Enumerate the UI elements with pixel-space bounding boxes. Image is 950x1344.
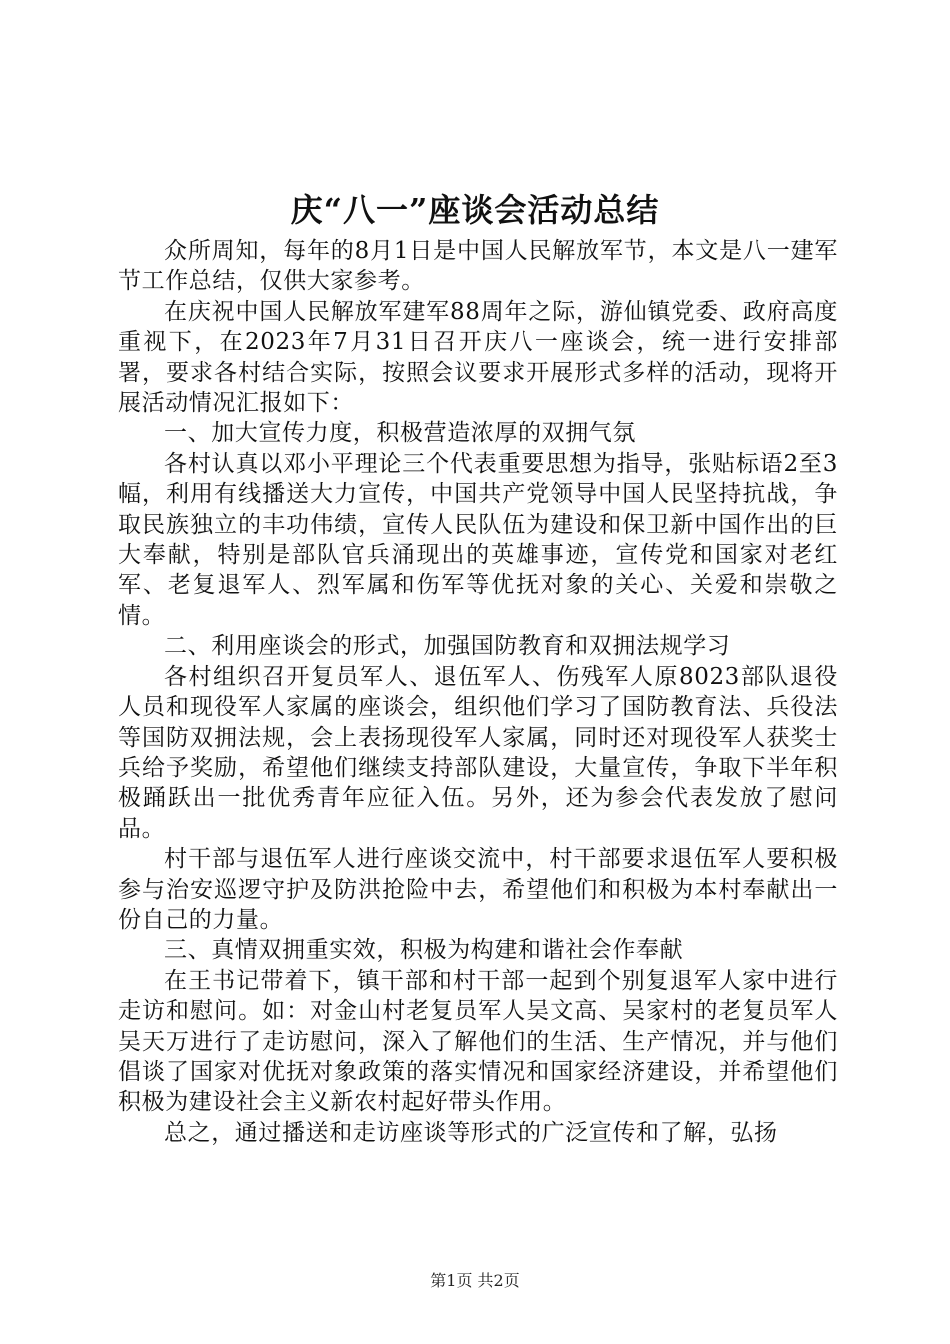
section-heading-3: 三、真情双拥重实效，积极为构建和谐社会作奉献	[164, 937, 684, 964]
page-number-footer: 第1页 共2页	[430, 1271, 520, 1290]
paragraph-section-1: 各村认真以邓小平理论三个代表重要思想为指导，张贴标语2至3幅，利用有线播送大力宣传，中国共产党领导中国人民坚持抗战，争取民族独立的丰功伟绩，宣传人民队伍为建设和保卫新中国作出的巨大奉献，特别是部队官兵涌现出的英雄事迹，宣传党和国家对老红军、老复退军人、烈军属和伤军等优抚对象的关心、关爱和崇敬之情。	[118, 450, 838, 629]
document-body	[118, 236, 838, 1148]
paragraph-section-3: 在王书记带着下，镇干部和村干部一起到个别复退军人家中进行走访和慰问。如：对金山村老复员军人吴文高、吴家村的老复员军人吴天万进行了走访慰问，深入了解他们的生活、生产情况，并与他们倡谈了国家对优抚对象政策的落实情况和国家经济建设，并希望他们积极为建设社会主义新农村起好带头作用。	[118, 967, 838, 1116]
paragraph-conclusion: 总之，通过播送和走访座谈等形式的广泛宣传和了解，弘扬	[164, 1119, 778, 1146]
section-heading-1: 一、加大宣传力度，积极营造浓厚的双拥气氛	[164, 420, 636, 447]
paragraph-overview: 在庆祝中国人民解放军建军88周年之际，游仙镇党委、政府高度重视下，在2023年7月31日召开庆八一座谈会，统一进行安排部署，要求各村结合实际，按照会议要求开展形式多样的活动，现将开展活动情况汇报如下：	[118, 298, 838, 417]
paragraph-section-2b: 村干部与退伍军人进行座谈交流中，村干部要求退伍军人要积极参与治安巡逻守护及防洪抢险中去，希望他们和积极为本村奉献出一份自己的力量。	[118, 846, 838, 933]
paragraph-intro: 众所周知，每年的8月1日是中国人民解放军节，本文是八一建军节工作总结，仅供大家参考。	[118, 238, 838, 295]
section-heading-2: 二、利用座谈会的形式，加强国防教育和双拥法规学习	[164, 633, 731, 660]
document-title: 庆“八一”座谈会活动总结	[290, 191, 660, 229]
paragraph-section-2a: 各村组织召开复员军人、退伍军人、伤残军人原8023部队退役人员和现役军人家属的座谈会，组织他们学习了国防教育法、兵役法等国防双拥法规，会上表扬现役军人家属，同时还对现役军人获奖士兵给予奖励，希望他们继续支持部队建设，大量宣传，争取下半年积极踊跃出一批优秀青年应征入伍。另外，还为参会代表发放了慰问品。	[118, 663, 838, 842]
